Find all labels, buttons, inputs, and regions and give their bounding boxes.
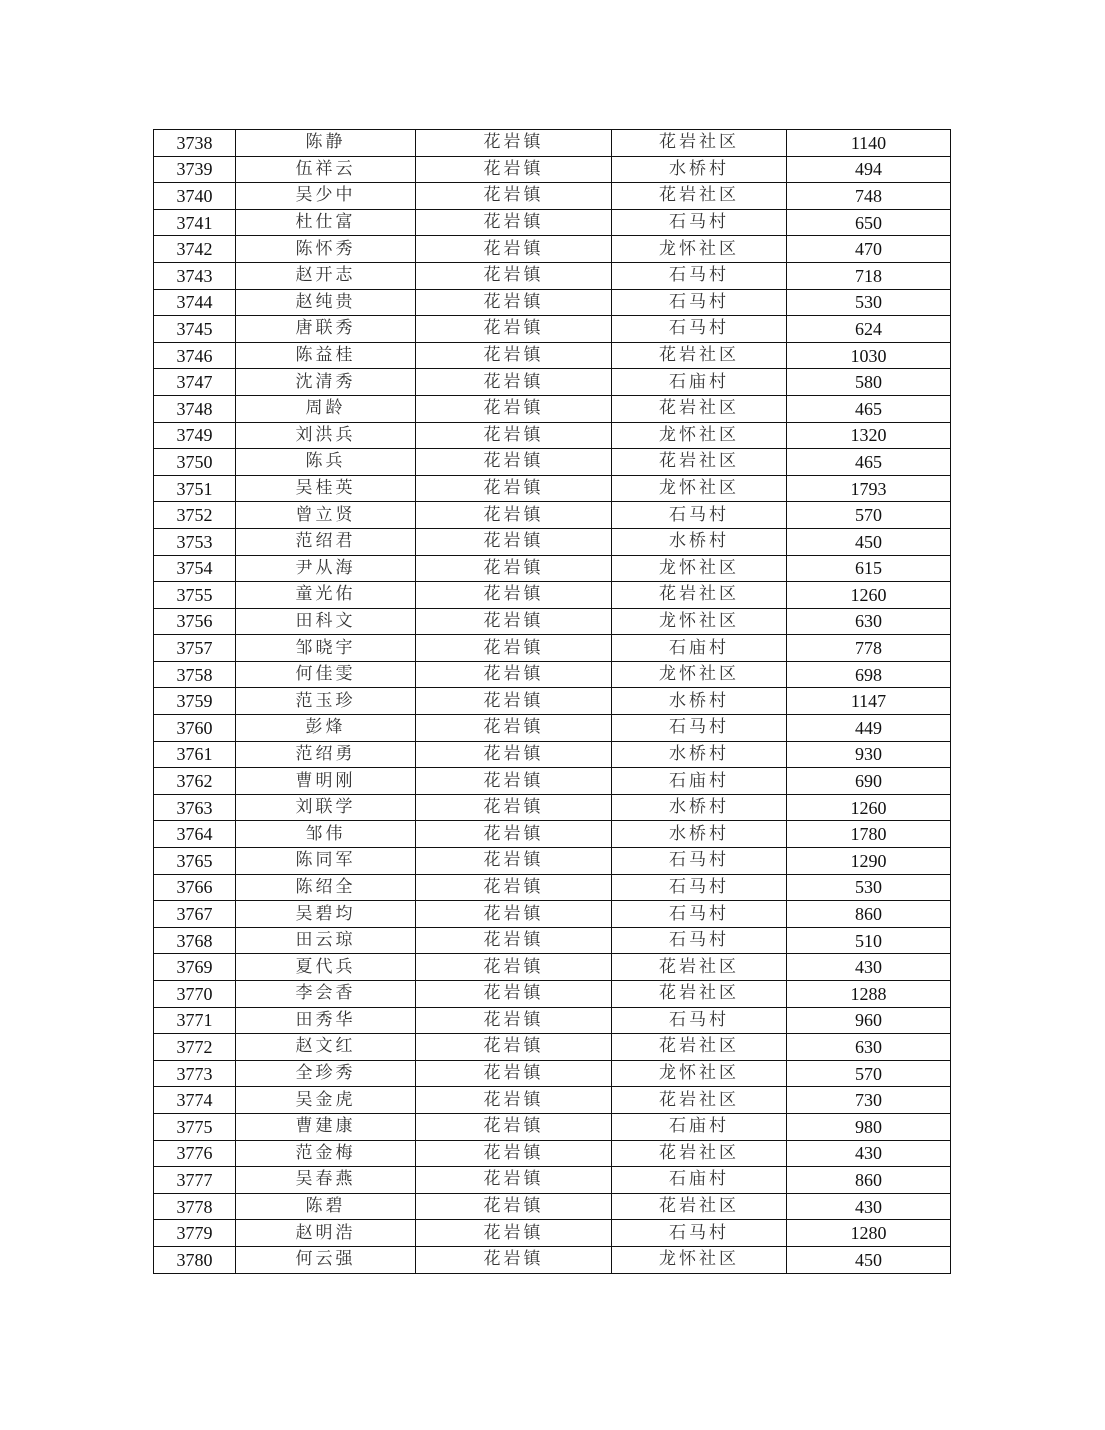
serial-number-cell: 3775 — [154, 1113, 236, 1140]
table-row — [154, 821, 951, 848]
name-cell: 沈清秀 — [236, 369, 416, 396]
town-cell: 花岩镇 — [416, 156, 612, 183]
town-cell: 花岩镇 — [416, 1220, 612, 1247]
table-row — [154, 502, 951, 529]
table-row — [154, 183, 951, 210]
village-cell: 花岩社区 — [612, 1193, 787, 1220]
town-cell: 花岩镇 — [416, 821, 612, 848]
town-cell: 花岩镇 — [416, 555, 612, 582]
village-cell: 石马村 — [612, 262, 787, 289]
name-cell: 曾立贤 — [236, 502, 416, 529]
name-cell: 童光佑 — [236, 582, 416, 609]
amount-cell: 430 — [787, 1193, 951, 1220]
serial-number-cell: 3767 — [154, 901, 236, 928]
serial-number-cell: 3751 — [154, 475, 236, 502]
table-row — [154, 342, 951, 369]
serial-number-cell: 3753 — [154, 528, 236, 555]
serial-number-cell: 3779 — [154, 1220, 236, 1247]
amount-cell: 1140 — [787, 130, 951, 157]
town-cell: 花岩镇 — [416, 422, 612, 449]
table-row — [154, 927, 951, 954]
serial-number-cell: 3756 — [154, 608, 236, 635]
table-row — [154, 1113, 951, 1140]
table-row — [154, 395, 951, 422]
village-cell: 石马村 — [612, 316, 787, 343]
serial-number-cell: 3770 — [154, 981, 236, 1008]
town-cell: 花岩镇 — [416, 475, 612, 502]
name-cell: 尹从海 — [236, 555, 416, 582]
village-cell: 水桥村 — [612, 688, 787, 715]
table-row — [154, 1167, 951, 1194]
town-cell: 花岩镇 — [416, 502, 612, 529]
village-cell: 水桥村 — [612, 741, 787, 768]
town-cell: 花岩镇 — [416, 1246, 612, 1273]
table-row — [154, 209, 951, 236]
table-row — [154, 369, 951, 396]
town-cell: 花岩镇 — [416, 289, 612, 316]
amount-cell: 980 — [787, 1113, 951, 1140]
name-cell: 吴金虎 — [236, 1087, 416, 1114]
serial-number-cell: 3761 — [154, 741, 236, 768]
serial-number-cell: 3752 — [154, 502, 236, 529]
village-cell: 龙怀社区 — [612, 236, 787, 263]
village-cell: 龙怀社区 — [612, 608, 787, 635]
town-cell: 花岩镇 — [416, 1087, 612, 1114]
table-body — [154, 130, 951, 1274]
table-row — [154, 449, 951, 476]
town-cell: 花岩镇 — [416, 927, 612, 954]
amount-cell: 465 — [787, 395, 951, 422]
name-cell: 田秀华 — [236, 1007, 416, 1034]
amount-cell: 748 — [787, 183, 951, 210]
table-row — [154, 1007, 951, 1034]
village-cell: 龙怀社区 — [612, 422, 787, 449]
name-cell: 李会香 — [236, 981, 416, 1008]
village-cell: 水桥村 — [612, 821, 787, 848]
amount-cell: 1030 — [787, 342, 951, 369]
amount-cell: 930 — [787, 741, 951, 768]
serial-number-cell: 3768 — [154, 927, 236, 954]
village-cell: 石马村 — [612, 502, 787, 529]
table-row — [154, 130, 951, 157]
serial-number-cell: 3758 — [154, 661, 236, 688]
name-cell: 范金梅 — [236, 1140, 416, 1167]
name-cell: 刘洪兵 — [236, 422, 416, 449]
serial-number-cell: 3772 — [154, 1034, 236, 1061]
name-cell: 伍祥云 — [236, 156, 416, 183]
amount-cell: 510 — [787, 927, 951, 954]
serial-number-cell: 3738 — [154, 130, 236, 157]
serial-number-cell: 3765 — [154, 848, 236, 875]
table-row — [154, 236, 951, 263]
town-cell: 花岩镇 — [416, 848, 612, 875]
town-cell: 花岩镇 — [416, 688, 612, 715]
village-cell: 石马村 — [612, 901, 787, 928]
name-cell: 吴碧均 — [236, 901, 416, 928]
serial-number-cell: 3766 — [154, 874, 236, 901]
table-row — [154, 901, 951, 928]
village-cell: 石庙村 — [612, 369, 787, 396]
name-cell: 陈静 — [236, 130, 416, 157]
name-cell: 赵文红 — [236, 1034, 416, 1061]
table-row — [154, 954, 951, 981]
amount-cell: 430 — [787, 1140, 951, 1167]
serial-number-cell: 3741 — [154, 209, 236, 236]
name-cell: 曹建康 — [236, 1113, 416, 1140]
town-cell: 花岩镇 — [416, 1034, 612, 1061]
serial-number-cell: 3778 — [154, 1193, 236, 1220]
serial-number-cell: 3746 — [154, 342, 236, 369]
serial-number-cell: 3759 — [154, 688, 236, 715]
serial-number-cell: 3740 — [154, 183, 236, 210]
village-cell: 石庙村 — [612, 768, 787, 795]
table-row — [154, 475, 951, 502]
name-cell: 赵开志 — [236, 262, 416, 289]
serial-number-cell: 3747 — [154, 369, 236, 396]
name-cell: 何云强 — [236, 1246, 416, 1273]
amount-cell: 494 — [787, 156, 951, 183]
village-cell: 石马村 — [612, 1007, 787, 1034]
table-row — [154, 688, 951, 715]
name-cell: 唐联秀 — [236, 316, 416, 343]
village-cell: 花岩社区 — [612, 954, 787, 981]
amount-cell: 698 — [787, 661, 951, 688]
name-cell: 陈碧 — [236, 1193, 416, 1220]
table-row — [154, 1034, 951, 1061]
amount-cell: 778 — [787, 635, 951, 662]
serial-number-cell: 3749 — [154, 422, 236, 449]
amount-cell: 580 — [787, 369, 951, 396]
name-cell: 全珍秀 — [236, 1060, 416, 1087]
amount-cell: 1793 — [787, 475, 951, 502]
village-cell: 石马村 — [612, 1220, 787, 1247]
town-cell: 花岩镇 — [416, 741, 612, 768]
name-cell: 彭烽 — [236, 715, 416, 742]
amount-cell: 450 — [787, 1246, 951, 1273]
village-cell: 花岩社区 — [612, 582, 787, 609]
serial-number-cell: 3769 — [154, 954, 236, 981]
town-cell: 花岩镇 — [416, 342, 612, 369]
village-cell: 石庙村 — [612, 635, 787, 662]
amount-cell: 860 — [787, 1167, 951, 1194]
amount-cell: 718 — [787, 262, 951, 289]
name-cell: 范绍君 — [236, 528, 416, 555]
serial-number-cell: 3745 — [154, 316, 236, 343]
name-cell: 曹明刚 — [236, 768, 416, 795]
village-cell: 石马村 — [612, 715, 787, 742]
village-cell: 石马村 — [612, 848, 787, 875]
table-row — [154, 1193, 951, 1220]
name-cell: 陈益桂 — [236, 342, 416, 369]
serial-number-cell: 3760 — [154, 715, 236, 742]
amount-cell: 1290 — [787, 848, 951, 875]
amount-cell: 470 — [787, 236, 951, 263]
amount-cell: 465 — [787, 449, 951, 476]
table-row — [154, 156, 951, 183]
name-cell: 陈同军 — [236, 848, 416, 875]
town-cell: 花岩镇 — [416, 316, 612, 343]
table-row — [154, 316, 951, 343]
town-cell: 花岩镇 — [416, 130, 612, 157]
serial-number-cell: 3762 — [154, 768, 236, 795]
village-cell: 龙怀社区 — [612, 1246, 787, 1273]
town-cell: 花岩镇 — [416, 1140, 612, 1167]
amount-cell: 450 — [787, 528, 951, 555]
amount-cell: 960 — [787, 1007, 951, 1034]
table-row — [154, 768, 951, 795]
village-cell: 花岩社区 — [612, 1034, 787, 1061]
village-cell: 石庙村 — [612, 1113, 787, 1140]
amount-cell: 1288 — [787, 981, 951, 1008]
name-cell: 邹伟 — [236, 821, 416, 848]
town-cell: 花岩镇 — [416, 1113, 612, 1140]
table-row — [154, 262, 951, 289]
name-cell: 范玉珍 — [236, 688, 416, 715]
name-cell: 吴桂英 — [236, 475, 416, 502]
table-row — [154, 848, 951, 875]
name-cell: 吴春燕 — [236, 1167, 416, 1194]
village-cell: 花岩社区 — [612, 449, 787, 476]
table-row — [154, 661, 951, 688]
table-row — [154, 981, 951, 1008]
town-cell: 花岩镇 — [416, 528, 612, 555]
town-cell: 花岩镇 — [416, 1060, 612, 1087]
town-cell: 花岩镇 — [416, 901, 612, 928]
serial-number-cell: 3764 — [154, 821, 236, 848]
name-cell: 陈兵 — [236, 449, 416, 476]
town-cell: 花岩镇 — [416, 449, 612, 476]
town-cell: 花岩镇 — [416, 236, 612, 263]
town-cell: 花岩镇 — [416, 794, 612, 821]
town-cell: 花岩镇 — [416, 262, 612, 289]
amount-cell: 1260 — [787, 794, 951, 821]
town-cell: 花岩镇 — [416, 981, 612, 1008]
town-cell: 花岩镇 — [416, 661, 612, 688]
amount-cell: 530 — [787, 874, 951, 901]
village-cell: 石马村 — [612, 927, 787, 954]
village-cell: 花岩社区 — [612, 981, 787, 1008]
town-cell: 花岩镇 — [416, 874, 612, 901]
serial-number-cell: 3774 — [154, 1087, 236, 1114]
village-cell: 花岩社区 — [612, 395, 787, 422]
amount-cell: 430 — [787, 954, 951, 981]
name-cell: 陈怀秀 — [236, 236, 416, 263]
town-cell: 花岩镇 — [416, 582, 612, 609]
amount-cell: 630 — [787, 1034, 951, 1061]
name-cell: 周龄 — [236, 395, 416, 422]
table-row — [154, 555, 951, 582]
name-cell: 田云琼 — [236, 927, 416, 954]
table-row — [154, 1246, 951, 1273]
village-cell: 花岩社区 — [612, 130, 787, 157]
village-cell: 水桥村 — [612, 794, 787, 821]
serial-number-cell: 3743 — [154, 262, 236, 289]
amount-cell: 1147 — [787, 688, 951, 715]
serial-number-cell: 3776 — [154, 1140, 236, 1167]
serial-number-cell: 3739 — [154, 156, 236, 183]
table-row — [154, 582, 951, 609]
serial-number-cell: 3777 — [154, 1167, 236, 1194]
amount-cell: 570 — [787, 502, 951, 529]
serial-number-cell: 3754 — [154, 555, 236, 582]
amount-cell: 860 — [787, 901, 951, 928]
table-row — [154, 741, 951, 768]
town-cell: 花岩镇 — [416, 395, 612, 422]
serial-number-cell: 3780 — [154, 1246, 236, 1273]
village-cell: 花岩社区 — [612, 1140, 787, 1167]
table-row — [154, 715, 951, 742]
town-cell: 花岩镇 — [416, 369, 612, 396]
name-cell: 夏代兵 — [236, 954, 416, 981]
table-row — [154, 422, 951, 449]
village-cell: 石马村 — [612, 209, 787, 236]
town-cell: 花岩镇 — [416, 1007, 612, 1034]
amount-cell: 530 — [787, 289, 951, 316]
name-cell: 吴少中 — [236, 183, 416, 210]
amount-cell: 730 — [787, 1087, 951, 1114]
town-cell: 花岩镇 — [416, 954, 612, 981]
town-cell: 花岩镇 — [416, 1167, 612, 1194]
amount-cell: 449 — [787, 715, 951, 742]
town-cell: 花岩镇 — [416, 209, 612, 236]
amount-cell: 650 — [787, 209, 951, 236]
serial-number-cell: 3742 — [154, 236, 236, 263]
serial-number-cell: 3750 — [154, 449, 236, 476]
serial-number-cell: 3755 — [154, 582, 236, 609]
table-row — [154, 289, 951, 316]
village-cell: 龙怀社区 — [612, 661, 787, 688]
town-cell: 花岩镇 — [416, 715, 612, 742]
table-row — [154, 528, 951, 555]
village-cell: 花岩社区 — [612, 1087, 787, 1114]
serial-number-cell: 3757 — [154, 635, 236, 662]
serial-number-cell: 3771 — [154, 1007, 236, 1034]
village-cell: 水桥村 — [612, 528, 787, 555]
village-cell: 石马村 — [612, 289, 787, 316]
town-cell: 花岩镇 — [416, 635, 612, 662]
town-cell: 花岩镇 — [416, 768, 612, 795]
name-cell: 赵纯贵 — [236, 289, 416, 316]
name-cell: 何佳雯 — [236, 661, 416, 688]
town-cell: 花岩镇 — [416, 183, 612, 210]
table-row — [154, 635, 951, 662]
name-cell: 陈绍全 — [236, 874, 416, 901]
serial-number-cell: 3748 — [154, 395, 236, 422]
amount-cell: 630 — [787, 608, 951, 635]
amount-cell: 570 — [787, 1060, 951, 1087]
table-row — [154, 1140, 951, 1167]
serial-number-cell: 3773 — [154, 1060, 236, 1087]
village-cell: 水桥村 — [612, 156, 787, 183]
table-row — [154, 1060, 951, 1087]
name-cell: 赵明浩 — [236, 1220, 416, 1247]
data-table — [153, 129, 951, 1274]
name-cell: 田科文 — [236, 608, 416, 635]
table-row — [154, 608, 951, 635]
serial-number-cell: 3744 — [154, 289, 236, 316]
amount-cell: 1320 — [787, 422, 951, 449]
serial-number-cell: 3763 — [154, 794, 236, 821]
table-row — [154, 1087, 951, 1114]
name-cell: 范绍勇 — [236, 741, 416, 768]
amount-cell: 624 — [787, 316, 951, 343]
amount-cell: 1280 — [787, 1220, 951, 1247]
table-row — [154, 874, 951, 901]
village-cell: 龙怀社区 — [612, 1060, 787, 1087]
amount-cell: 615 — [787, 555, 951, 582]
village-cell: 花岩社区 — [612, 342, 787, 369]
name-cell: 杜仕富 — [236, 209, 416, 236]
amount-cell: 690 — [787, 768, 951, 795]
village-cell: 花岩社区 — [612, 183, 787, 210]
town-cell: 花岩镇 — [416, 1193, 612, 1220]
table-row — [154, 1220, 951, 1247]
name-cell: 邹晓宇 — [236, 635, 416, 662]
amount-cell: 1780 — [787, 821, 951, 848]
name-cell: 刘联学 — [236, 794, 416, 821]
table-row — [154, 794, 951, 821]
village-cell: 石马村 — [612, 874, 787, 901]
village-cell: 龙怀社区 — [612, 475, 787, 502]
village-cell: 石庙村 — [612, 1167, 787, 1194]
amount-cell: 1260 — [787, 582, 951, 609]
town-cell: 花岩镇 — [416, 608, 612, 635]
village-cell: 龙怀社区 — [612, 555, 787, 582]
